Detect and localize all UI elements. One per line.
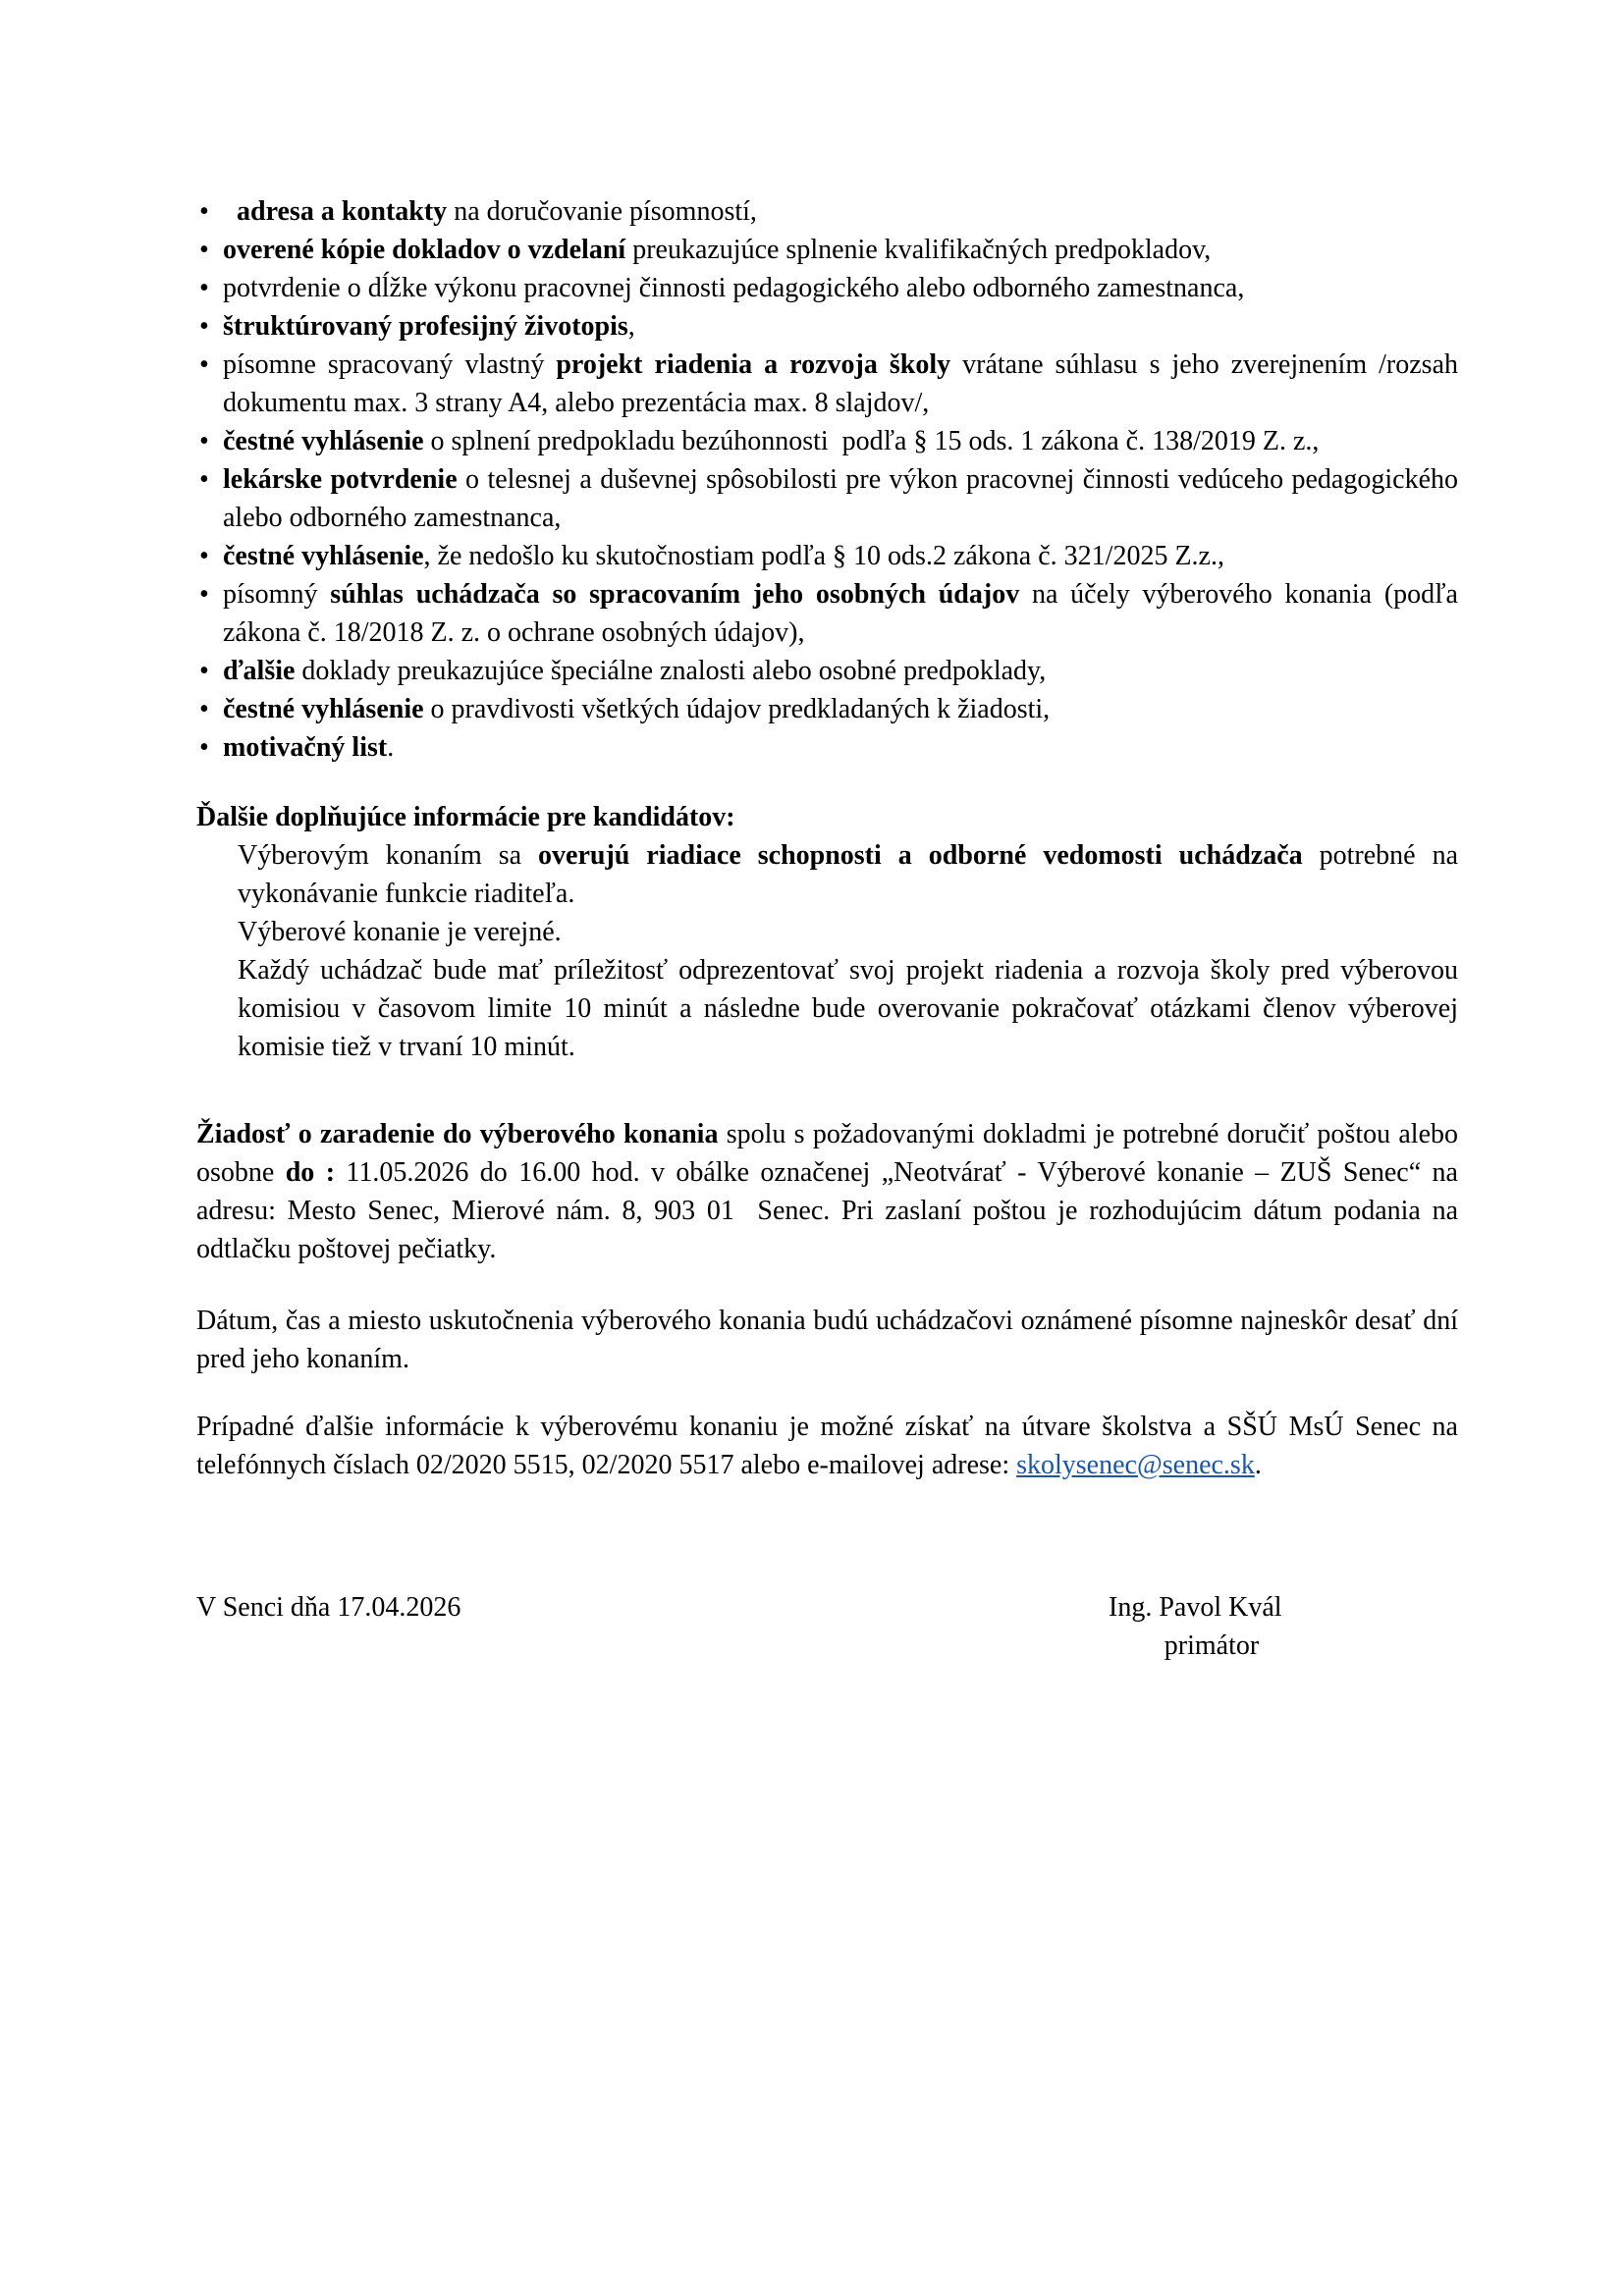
bold-text-run: čestné vyhlásenie	[223, 541, 424, 571]
bullet-icon: •	[199, 311, 209, 342]
bullet-icon: •	[199, 541, 209, 571]
bold-text-run: do :	[285, 1157, 336, 1188]
requirement-text	[223, 311, 635, 342]
requirement-item	[196, 422, 1458, 460]
bold-text-run: overené kópie dokladov o vzdelaní	[223, 235, 626, 265]
requirement-item	[196, 652, 1458, 690]
requirement-item	[196, 575, 1458, 652]
text-run: spolu s požadovanými dokladmi je potrebné doručiť poštou alebo osobne	[196, 1119, 1458, 1188]
bullet-icon: •	[199, 349, 209, 380]
requirement-text	[223, 694, 1050, 724]
text-run: o splnení predpokladu bezúhonnosti podľa § 15 ods. 1 zákona č. 138/2019 Z. z.,	[423, 426, 1320, 456]
info-paragraph	[238, 913, 1458, 951]
info-block	[196, 836, 1458, 1066]
bullet-icon: •	[199, 656, 209, 686]
text-run: písomný	[223, 579, 331, 610]
bold-text-run: ďalšie	[223, 656, 296, 686]
bullet-icon: •	[199, 732, 209, 763]
bold-text-run: adresa a kontakty	[223, 196, 448, 227]
text-run: ,	[627, 311, 635, 342]
text-run: Každý uchádzač bude mať príležitosť odprezentovať svoj projekt riadenia a rozvoja školy pred výberovou komisiou v časovom limite 10 minút a následne bude overovanie pokračovať otázkami členov výberovej komisie tiež v trvaní 10 minút.	[238, 955, 1458, 1062]
signer-title: primátor	[1164, 1630, 1260, 1661]
text-run: o telesnej a duševnej spôsobilosti pre výkon pracovnej činnosti vedúceho pedagogického alebo odborného zamestnanca,	[223, 464, 1458, 533]
text-run: písomne spracovaný vlastný	[223, 349, 557, 380]
text-run: potrebné na vykonávanie funkcie riaditeľa.	[238, 840, 1459, 909]
requirement-text	[223, 349, 1458, 418]
date-place: V Senci dňa 17.04.2026	[196, 1592, 461, 1623]
bold-text-run: čestné vyhlásenie	[223, 694, 424, 724]
requirement-item	[196, 728, 1458, 767]
text-run: potvrdenie o dĺžke výkonu pracovnej činnosti pedagogického alebo odborného zamestnanca,	[223, 273, 1245, 303]
requirement-item	[196, 690, 1458, 728]
bullet-icon: •	[199, 196, 209, 227]
contact-paragraph	[196, 1408, 1458, 1484]
requirement-text	[223, 541, 1224, 571]
bold-text-run: motivačný list	[223, 732, 388, 763]
bold-text-run: čestné vyhlásenie	[223, 426, 424, 456]
requirement-text	[223, 235, 1211, 265]
text-run: na účely výberového konania (podľa zákona č. 18/2018 Z. z. o ochrane osobných údajov),	[223, 579, 1458, 648]
footer	[196, 1588, 1458, 1706]
application-paragraph	[196, 1115, 1458, 1268]
signature-block	[1109, 1588, 1315, 1665]
info-paragraph	[238, 836, 1458, 913]
text-run: .	[1254, 1450, 1262, 1480]
text-run: o pravdivosti všetkých údajov predkladaných k žiadosti,	[423, 694, 1051, 724]
requirement-item	[196, 269, 1458, 307]
text-run: , že nedošlo ku skutočnostiam podľa § 10 ods.2 zákona č. 321/2025 Z.z.,	[423, 541, 1224, 571]
text-run: doklady preukazujúce špeciálne znalosti alebo osobné predpoklady,	[295, 656, 1047, 686]
bold-text-run: Žiadosť o zaradenie do výberového konania	[196, 1119, 719, 1149]
text-run: preukazujúce splnenie kvalifikačných predpokladov,	[625, 235, 1212, 265]
text-run: Dátum, čas a miesto uskutočnenia výberového konania budú uchádzačovi oznámené písomne najneskôr desať dní pred jeho konaním.	[196, 1306, 1458, 1374]
bold-text-run: štruktúrovaný profesijný životopis	[223, 311, 628, 342]
bold-text-run: lekárske potvrdenie	[223, 464, 458, 495]
requirement-text	[223, 579, 1458, 648]
section-heading: Ďalšie doplňujúce informácie pre kandidátov:	[196, 802, 735, 832]
requirement-item	[196, 537, 1458, 575]
requirement-item	[196, 192, 1458, 231]
signer-name: Ing. Pavol Kvál	[1109, 1592, 1282, 1623]
bullet-icon: •	[199, 235, 209, 265]
requirement-item	[196, 231, 1458, 269]
requirement-text	[223, 464, 1458, 533]
bold-text-run: súhlas uchádzača so spracovaním jeho osobných údajov	[330, 579, 1020, 610]
text-run: na doručovanie písomností,	[447, 196, 757, 227]
bullet-icon: •	[199, 426, 209, 456]
requirement-text	[223, 273, 1244, 303]
requirement-item	[196, 346, 1458, 422]
requirements-list	[196, 192, 1458, 767]
info-paragraph	[238, 951, 1458, 1066]
bold-text-run: overujú riadiace schopnosti a odborné vedomosti uchádzača	[538, 840, 1303, 871]
requirement-text	[223, 426, 1319, 456]
requirement-item	[196, 307, 1458, 346]
bullet-icon: •	[199, 273, 209, 303]
requirement-text	[223, 732, 394, 763]
text-run: Prípadné ďalšie informácie k výberovému konaniu je možné získať na útvare školstva a SŠÚ MsÚ Senec na telefónnych číslach 02/2020 5515, 02/2020 5517 alebo e-mailovej adrese:	[196, 1412, 1458, 1480]
notification-paragraph	[196, 1302, 1458, 1378]
text-run: Výberovým konaním sa	[238, 840, 539, 871]
requirement-item	[196, 460, 1458, 537]
requirement-text	[223, 656, 1046, 686]
text-run: 11.05.2026 do 16.00 hod. v obálke označenej „Neotvárať - Výberové konanie – ZUŠ Senec“ na adresu: Mesto Senec, Mierové nám. 8, 903 01 Senec. Pri zaslaní poštou je rozhodujúcim dátum podania na odtlačku poštovej pečiatky.	[196, 1157, 1458, 1264]
text-run: .	[387, 732, 395, 763]
text-run: vrátane súhlasu s jeho zverejnením /rozsah dokumentu max. 3 strany A4, alebo prezentácia max. 8 slajdov/,	[223, 349, 1459, 418]
bullet-icon: •	[199, 579, 209, 610]
bold-text-run: projekt riadenia a rozvoja školy	[556, 349, 951, 380]
email-link[interactable]: skolysenec@senec.sk	[1016, 1450, 1255, 1480]
text-run: Výberové konanie je verejné.	[238, 917, 562, 947]
requirement-text	[223, 196, 757, 227]
bullet-icon: •	[199, 464, 209, 495]
bullet-icon: •	[199, 694, 209, 724]
